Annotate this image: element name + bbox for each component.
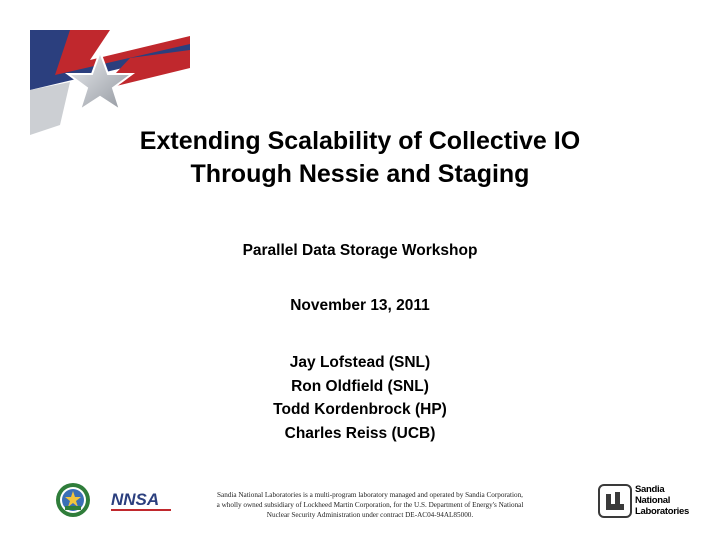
sandia-thunderbird-icon [598,484,632,518]
sandia-logo-text [635,484,689,517]
footer [0,478,720,528]
author-3: Todd Kordenbrock (HP) [273,401,447,418]
slide-title [60,125,660,191]
flag-star-graphic [30,30,190,135]
sandia-logo-line-1: Sandia [635,484,665,495]
sandia-logo-line-3: Laboratories [635,506,689,517]
disclaimer-line-2: a wholly owned subsidiary of Lockheed Martin Corporation, for the U.S. Department of Energy's National [216,501,524,509]
author-1: Jay Lofstead (SNL) [289,354,431,371]
doe-seal-icon [55,482,91,518]
disclaimer-line-3: Nuclear Security Administration under contract DE-AC04-94AL85000. [266,511,474,519]
nnsa-logo-text: NNSA [111,490,160,509]
event-date: November 13, 2011 [290,297,430,314]
title-line-2: Through Nessie and Staging [190,160,530,188]
sandia-logo [598,484,688,520]
disclaimer-line-1: Sandia National Laboratories is a multi-program laboratory managed and operated by Sandia Corporation, [217,491,523,499]
sandia-logo-line-2: National [635,495,671,506]
author-2: Ron Oldfield (SNL) [291,377,429,395]
disclaimer-text [180,490,560,520]
author-4: Charles Reiss (UCB) [284,424,436,442]
title-line-1: Extending Scalability of Collective IO [139,127,581,155]
nnsa-logo [110,488,174,514]
author-list [0,351,720,445]
event-name: Parallel Data Storage Workshop [242,242,478,259]
